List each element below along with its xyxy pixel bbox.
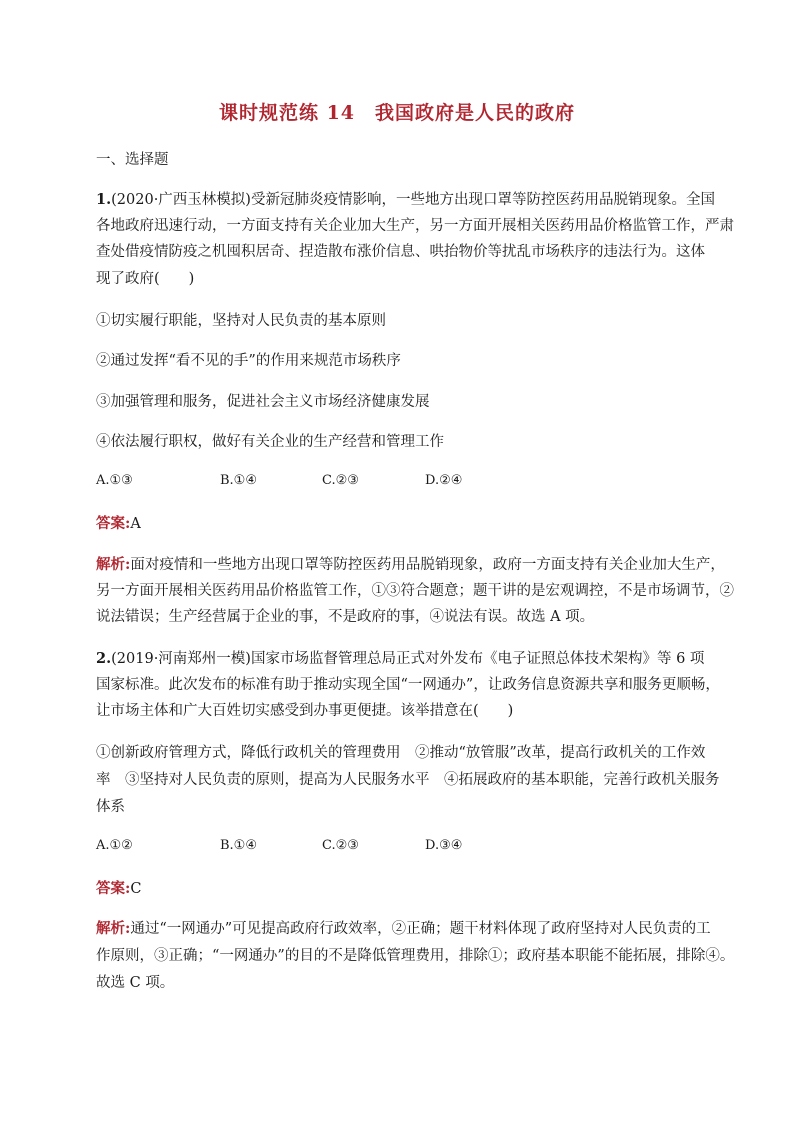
q1-option-b: B.①④ [220,473,257,488]
q2-line-3: 让市场主体和广大百姓切实感受到办事更便捷。该举措意在( ) [96,703,514,719]
q2-text-1: (2019·河南郑州一模)国家市场监督管理总局正式对外发布《电子证照总体技术架构》等 6 项 [111,651,705,667]
q1-analysis-line-1 [96,553,725,574]
q1-answer [96,512,702,533]
q1-line-3: 查处借疫情防疫之机囤积居奇、捏造散布涨价信息、哄抬物价等扰乱市场秩序的违法行为。这体 [96,244,705,260]
q2-analysis-text-1: 通过“一网通办”可见提高政府行政效率，②正确；题干材料体现了政府坚持对人民负责的工 [130,921,711,937]
q2-option-d: D.③④ [425,838,463,853]
q2-statement-line-2: 率 ③坚持对人民负责的原则，提高为人民服务水平 ④拓展政府的基本职能，完善行政机关服务 [96,772,720,788]
q2-analysis-line-2: 作原则，③正确；“一网通办”的目的不是降低管理费用，排除①；政府基本职能不能拓展，排除④。 [96,948,735,964]
page-title: 课时规范练 14 我国政府是人民的政府 [218,102,576,124]
q1-option-a: A.①③ [96,473,133,488]
q2-option-b: B.①④ [220,838,257,853]
q1-analysis-text-1: 面对疫情和一些地方出现口罩等防控医药用品脱销现象，政府一方面支持有关企业加大生产， [130,557,725,573]
q2-line-2: 国家标准。此次发布的标准有助于推动实现全国“一网通办”，让政务信息资源共享和服务更顺畅， [96,677,720,693]
q2-statement-line-1: ①创新政府管理方式，降低行政机关的管理费用 ②推动“放管服”改革，提高行政机关的工作效 [96,745,706,761]
q1-analysis-label: 解析: [96,556,131,573]
q1-number: 1. [96,191,112,208]
q2-statement-line-3: 体系 [96,799,125,815]
q2-analysis-line-1 [96,917,711,938]
q2-answer-label: 答案: [96,880,131,897]
q2-line-1 [96,647,705,668]
q1-statement-2: ②通过发挥“看不见的手”的作用来规范市场秩序 [96,353,401,369]
q1-answer-value: A [130,516,141,532]
q2-answer-value: C [130,881,142,897]
q1-analysis-line-2: 另一方面开展相关医药用品价格监管工作，①③符合题意；题干讲的是宏观调控，不是市场调节，② [96,583,734,599]
q1-option-d: D.②④ [425,473,463,488]
q2-option-c: C.②③ [322,838,359,853]
q2-option-a: A.①② [96,838,133,853]
q2-answer [96,877,702,898]
q1-statement-1: ①切实履行职能，坚持对人民负责的基本原则 [96,313,386,329]
q1-statement-3: ③加强管理和服务，促进社会主义市场经济健康发展 [96,394,430,410]
q1-text-1: (2020·广西玉林模拟)受新冠肺炎疫情影响，一些地方出现口罩等防控医药用品脱销现象。全国 [111,192,715,208]
section-heading: 一、选择题 [96,152,169,168]
q1-line-4: 现了政府( ) [96,271,195,287]
q2-number: 2. [96,650,112,667]
q1-answer-label: 答案: [96,515,131,532]
q2-analysis-label: 解析: [96,920,131,937]
q2-analysis-line-3: 故选 C 项。 [96,975,175,991]
q1-statement-4: ④依法履行职权，做好有关企业的生产经营和管理工作 [96,434,444,450]
q1-analysis-line-3: 说法错误；生产经营属于企业的事，不是政府的事，④说法有误。故选 A 项。 [96,609,595,625]
q1-line-2: 各地政府迅速行动，一方面支持有关企业加大生产，另一方面开展相关医药用品价格监管工作，严肃 [96,218,734,234]
q1-line-1 [96,188,715,209]
q1-option-c: C.②③ [322,473,359,488]
